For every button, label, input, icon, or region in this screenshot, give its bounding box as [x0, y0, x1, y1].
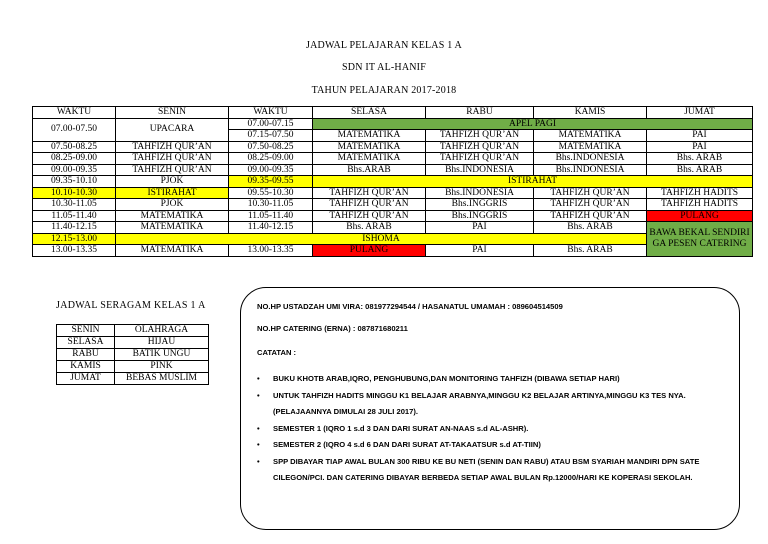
jumat-cell: PAI	[647, 130, 753, 142]
time-cell: 09.35-09.55	[229, 176, 313, 188]
time-cell: 07.00-07.15	[229, 118, 313, 130]
senin-cell: MATEMATIKA	[116, 245, 229, 257]
rabu-cell: PAI	[426, 245, 534, 257]
selasa-cell: MATEMATIKA	[313, 141, 426, 153]
kamis-cell: TAHFIZH QUR’AN	[534, 210, 647, 222]
table-row	[33, 176, 753, 188]
list-item	[257, 421, 727, 438]
list-item	[257, 454, 727, 487]
jumat-cell: Bhs. ARAB	[647, 153, 753, 165]
time-cell: 10.30-11.05	[33, 199, 116, 211]
time-cell: 11.05-11.40	[229, 210, 313, 222]
time-cell: 13.00-13.35	[33, 245, 116, 257]
kamis-cell: MATEMATIKA	[534, 141, 647, 153]
senin-cell: MATEMATIKA	[116, 210, 229, 222]
header-cell: SELASA	[313, 107, 426, 119]
kamis-cell: Bhs. ARAB	[534, 222, 647, 234]
notes-heading: CATATAN :	[257, 348, 297, 357]
table-row	[57, 325, 209, 337]
header-cell: WAKTU	[229, 107, 313, 119]
list-item	[257, 437, 727, 454]
header-cell: SENIN	[116, 107, 229, 119]
rabu-cell: TAHFIZH QUR’AN	[426, 153, 534, 165]
day-cell: SENIN	[57, 325, 115, 337]
time-cell: 07.50-08.25	[33, 141, 116, 153]
bullet-icon: •	[257, 390, 260, 400]
senin-cell: TAHFIZH QUR’AN	[116, 153, 229, 165]
jumat-cell: TAHFIZH HADITS	[647, 199, 753, 211]
time-cell: 13.00-13.35	[229, 245, 313, 257]
table-row	[57, 349, 209, 361]
header-cell: JUMAT	[647, 107, 753, 119]
jumat-pulang-cell: PULANG	[647, 210, 753, 222]
rabu-cell: TAHFIZH QUR’AN	[426, 130, 534, 142]
kamis-cell: TAHFIZH QUR’AN	[534, 199, 647, 211]
uniform-cell: PINK	[115, 361, 209, 373]
bullet-icon: •	[257, 440, 260, 449]
table-row	[57, 361, 209, 373]
bullet-icon: •	[257, 456, 260, 466]
time-cell: 11.40-12.15	[229, 222, 313, 234]
selasa-cell: Bhs. ARAB	[313, 222, 426, 234]
table-row	[57, 373, 209, 385]
selasa-cell: Bhs.ARAB	[313, 164, 426, 176]
school-name: SDN IT AL-HANIF	[342, 62, 426, 73]
table-row	[33, 118, 753, 130]
table-row	[33, 164, 753, 176]
table-row	[33, 233, 753, 245]
selasa-cell: TAHFIZH QUR’AN	[313, 199, 426, 211]
day-cell: SELASA	[57, 337, 115, 349]
table-row	[33, 187, 753, 199]
time-cell: 09.00-09.35	[33, 164, 116, 176]
istirahat-cell: ISTIRAHAT	[313, 176, 753, 188]
senin-cell: PJOK	[116, 176, 229, 188]
senin-cell: ISTIRAHAT	[116, 187, 229, 199]
jumat-bekal-cell: BAWA BEKAL SENDIRI GA PESEN CATERING	[647, 222, 753, 257]
table-row	[33, 210, 753, 222]
time-cell: 08.25-09.00	[229, 153, 313, 165]
table-header-row	[33, 107, 753, 119]
uniform-cell: BEBAS MUSLIM	[115, 373, 209, 385]
jumat-cell: TAHFIZH HADITS	[647, 187, 753, 199]
time-cell: 11.05-11.40	[33, 210, 116, 222]
kamis-cell: MATEMATIKA	[534, 130, 647, 142]
rabu-cell: Bhs.INGGRIS	[426, 210, 534, 222]
senin-cell: UPACARA	[116, 118, 229, 141]
selasa-cell: MATEMATIKA	[313, 153, 426, 165]
time-cell: 07.00-07.50	[33, 118, 116, 141]
note-text: UNTUK TAHFIZH HADITS MINGGU K1 BELAJAR ARABNYA,MINGGU K2 BELAJAR ARTINYA,MINGGU K3 TES NYA. (PELAJAANNYA DIMULAI 28 JULI 2017).	[273, 390, 686, 416]
selasa-pulang-cell: PULANG	[313, 245, 426, 257]
kamis-cell: Bhs.INDONESIA	[534, 153, 647, 165]
time-cell: 09.35-10.10	[33, 176, 116, 188]
schedule-title: JADWAL PELAJARAN KELAS 1 A	[306, 40, 462, 51]
table-row	[33, 141, 753, 153]
list-item	[257, 388, 727, 421]
senin-cell: PJOK	[116, 199, 229, 211]
table-row	[33, 245, 753, 257]
time-cell: 11.40-12.15	[33, 222, 116, 234]
header-cell: RABU	[426, 107, 534, 119]
selasa-cell: MATEMATIKA	[313, 130, 426, 142]
kamis-cell: Bhs.INDONESIA	[534, 164, 647, 176]
rabu-cell: TAHFIZH QUR’AN	[426, 141, 534, 153]
ishoma-cell: ISHOMA	[116, 233, 647, 245]
time-cell: 12.15-13.00	[33, 233, 116, 245]
rabu-cell: Bhs.INGGRIS	[426, 199, 534, 211]
table-row	[33, 153, 753, 165]
time-cell: 10.10-10.30	[33, 187, 116, 199]
uniform-schedule-title: JADWAL SERAGAM KELAS 1 A	[56, 300, 206, 311]
note-text: SEMESTER 2 (IQRO 4 s.d 6 DAN DARI SURAT AT-TAKAATSUR s.d AT-TIIN)	[273, 440, 541, 449]
time-cell: 08.25-09.00	[33, 153, 116, 165]
schedule-table	[32, 106, 753, 257]
note-text: SPP DIBAYAR TIAP AWAL BULAN 300 RIBU KE BU NETI (SENIN DAN RABU) ATAU BSM SYARIAH MANDIRI DPN SATE CILEGON/PCI. DAN CATERING DIBAYAR BERBEDA SETIAP AWAL BULAN Rp.12000/HARI KE KOPERASI SEKOLAH.	[273, 456, 700, 482]
day-cell: JUMAT	[57, 373, 115, 385]
table-row	[33, 222, 753, 234]
selasa-cell: TAHFIZH QUR’AN	[313, 187, 426, 199]
catering-phone: NO.HP CATERING (ERNA) : 087871680211	[257, 324, 408, 333]
header-cell: WAKTU	[33, 107, 116, 119]
jumat-cell: PAI	[647, 141, 753, 153]
jumat-cell: Bhs. ARAB	[647, 164, 753, 176]
uniform-cell: HIJAU	[115, 337, 209, 349]
rabu-cell: Bhs.INDONESIA	[426, 164, 534, 176]
time-cell: 07.50-08.25	[229, 141, 313, 153]
kamis-cell: TAHFIZH QUR’AN	[534, 187, 647, 199]
day-cell: KAMIS	[57, 361, 115, 373]
table-row	[33, 199, 753, 211]
senin-cell: TAHFIZH QUR’AN	[116, 141, 229, 153]
uniform-cell: BATIK UNGU	[115, 349, 209, 361]
note-text: BUKU KHOTB ARAB,IQRO, PENGHUBUNG,DAN MONITORING TAHFIZH (DIBAWA SETIAP HARI)	[273, 374, 620, 383]
table-row	[57, 337, 209, 349]
teacher-phone: NO.HP USTADZAH UMI VIRA: 081977294544 / HASANATUL UMAMAH : 089604514509	[257, 302, 563, 311]
day-cell: RABU	[57, 349, 115, 361]
note-text: SEMESTER 1 (IQRO 1 s.d 3 DAN DARI SURAT AN-NAAS s.d AL-ASHR).	[273, 423, 529, 433]
notes-box	[240, 287, 740, 530]
senin-cell: MATEMATIKA	[116, 222, 229, 234]
academic-year: TAHUN PELAJARAN 2017-2018	[311, 85, 457, 96]
uniform-cell: OLAHRAGA	[115, 325, 209, 337]
list-item	[257, 371, 727, 388]
time-cell: 09.00-09.35	[229, 164, 313, 176]
rabu-cell: Bhs.INDONESIA	[426, 187, 534, 199]
selasa-cell: TAHFIZH QUR’AN	[313, 210, 426, 222]
bullet-icon: •	[257, 374, 260, 383]
time-cell: 10.30-11.05	[229, 199, 313, 211]
kamis-cell: Bhs. ARAB	[534, 245, 647, 257]
time-cell: 09.55-10.30	[229, 187, 313, 199]
header-cell: KAMIS	[534, 107, 647, 119]
rabu-cell: PAI	[426, 222, 534, 234]
senin-cell: TAHFIZH QUR’AN	[116, 164, 229, 176]
uniform-table	[56, 324, 209, 385]
apel-pagi-cell: APEL PAGI	[313, 118, 753, 130]
bullet-icon: •	[257, 423, 260, 433]
time-cell: 07.15-07.50	[229, 130, 313, 142]
notes-list	[257, 371, 727, 487]
